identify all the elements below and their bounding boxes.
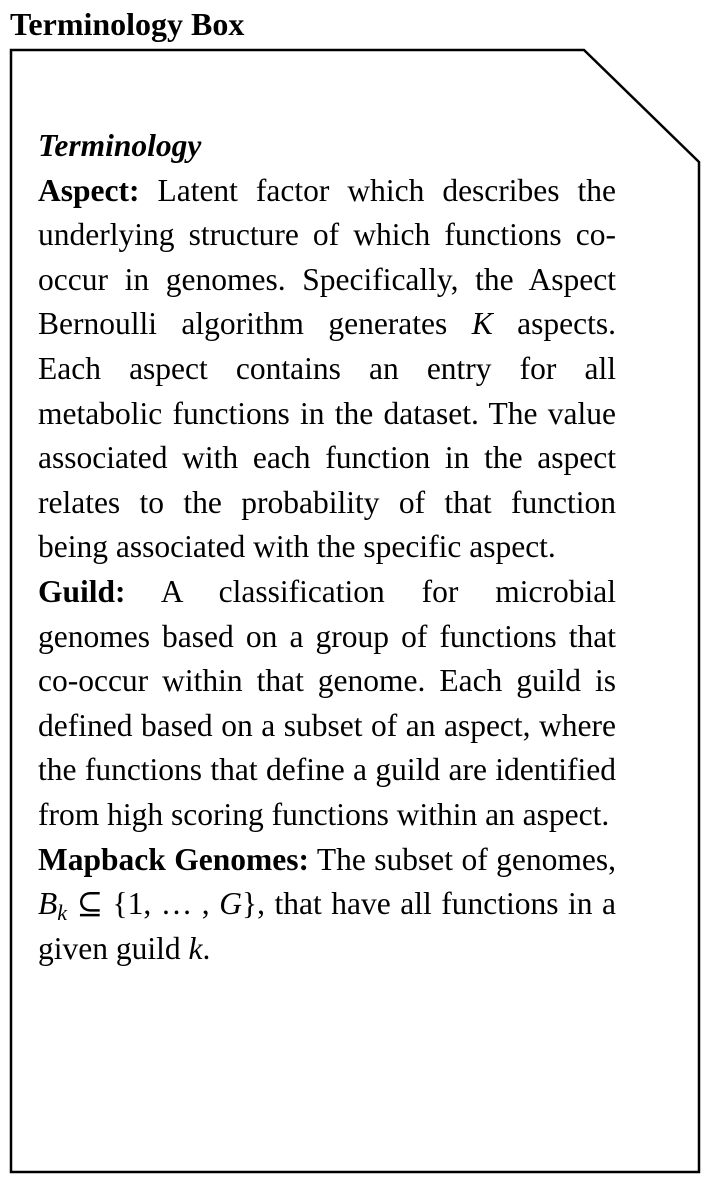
definition-aspect-part-1: Latent factor which describes the underlying structure of which functions co-occur in genomes. Specifically, the Aspect Bernoulli algorithm generates bbox=[38, 172, 616, 342]
math-b: B bbox=[38, 886, 58, 922]
section-title: Terminology bbox=[38, 128, 202, 163]
term-entry-mapback-genomes bbox=[38, 838, 616, 972]
box-label: Terminology Box bbox=[10, 6, 245, 42]
term-mapback-genomes: Mapback Genomes: bbox=[38, 841, 309, 877]
math-g: G bbox=[219, 886, 242, 922]
math-subscript-k: k bbox=[57, 900, 68, 926]
definition-mapback-period: . bbox=[202, 930, 211, 966]
math-k-aspects: K bbox=[471, 306, 493, 342]
math-subset-set: ⊆ {1, … , bbox=[67, 886, 220, 922]
definition-mapback-part-1: The subset of genomes, bbox=[316, 841, 617, 877]
term-guild: Guild: bbox=[38, 573, 126, 609]
definition-aspect-part-2: aspects. Each aspect contains an entry for all metabolic functions in the dataset. The value associated with each function in the aspect relates to the probability of that function being associated with the specific aspect. bbox=[38, 306, 616, 565]
term-aspect: Aspect: bbox=[38, 172, 140, 208]
definition-mapback-part-2: }, that have all functions in a given guild bbox=[38, 886, 616, 966]
term-entry-aspect bbox=[38, 169, 616, 570]
term-entry-guild bbox=[38, 570, 616, 838]
math-guild-k: k bbox=[188, 930, 203, 966]
terminology-content bbox=[38, 124, 616, 971]
definition-guild: A classification for microbial genomes based on a group of functions that co-occur within that genome. Each guild is defined based on a subset of an aspect, where the functions that define a guild are identified from high scoring functions within an aspect. bbox=[38, 573, 617, 832]
